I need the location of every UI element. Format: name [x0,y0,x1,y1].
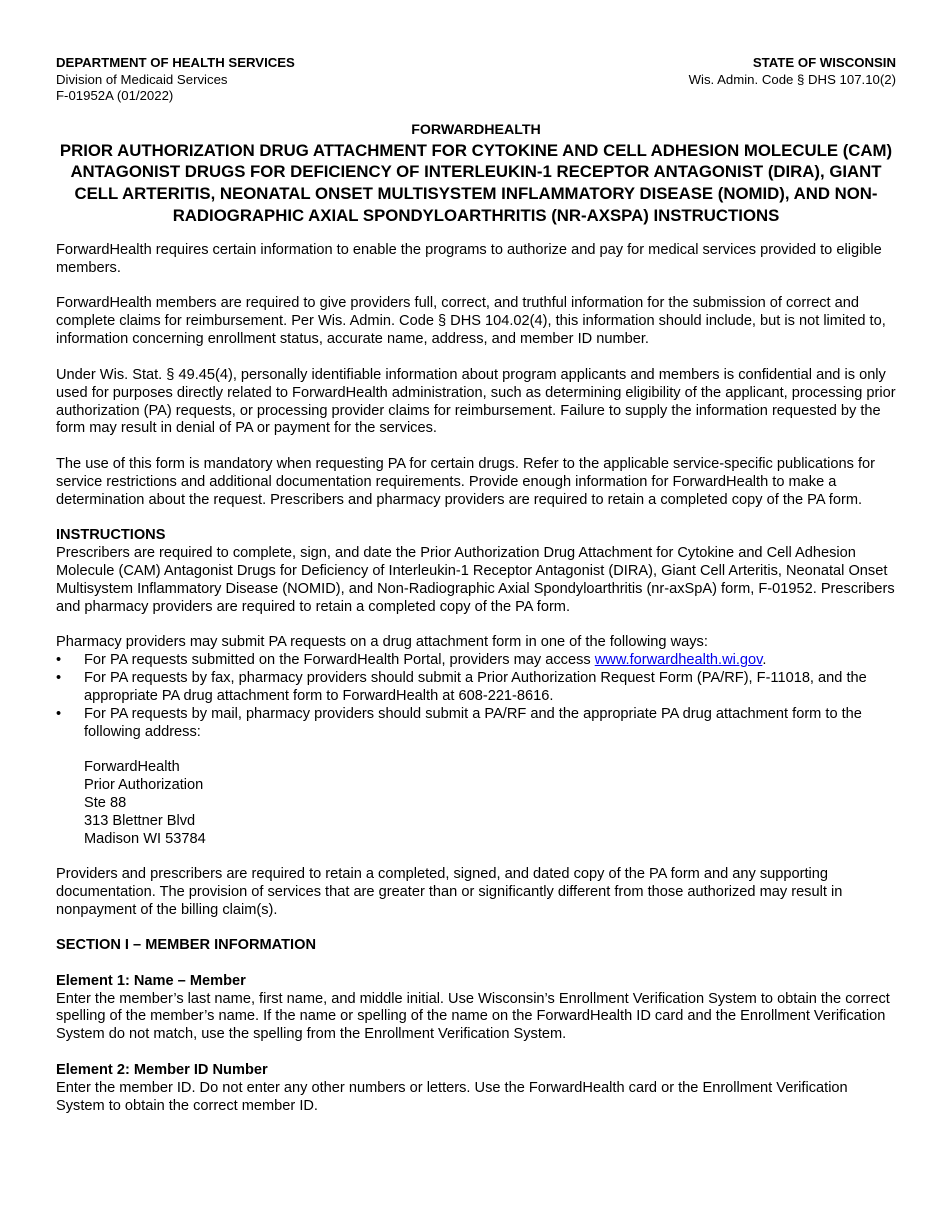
address-line: Ste 88 [84,794,127,811]
admin-code: Wis. Admin. Code § DHS 107.10(2) [688,71,896,87]
instructions-heading: INSTRUCTIONS [56,527,166,544]
intro-paragraph-4: The use of this form is mandatory when requesting PA for certain drugs. Refer to the applicable service-specific publications for service restrictions and additional documentation requirements. Provide enough information for ForwardHealth to make a determination about the request. Prescribers and pharmacy providers are required to retain a completed copy of the PA form. [56,455,876,508]
intro-paragraph-2: ForwardHealth members are required to give providers full, correct, and truthful information for the submission of correct and complete claims for reimbursement. Per Wis. Admin. Code § DHS 104.02(4), this information should include, but is not limited to, information concerning enrollment status, accurate name, address, and member ID number. [56,295,886,348]
header-right [689,55,896,88]
element-1 [56,973,896,1045]
forwardhealth-portal-link[interactable]: www.forwardhealth.wi.gov [594,651,763,668]
element-2-body: Enter the member ID. Do not enter any other numbers or letters. Use the ForwardHealth card or the Enrollment Verification System to obtain the correct member ID. [56,1079,848,1114]
document-page [56,55,896,1116]
document-header [56,55,896,105]
header-left [56,55,295,105]
submission-methods [56,634,896,848]
intro-paragraph-3: Under Wis. Stat. § 49.45(4), personally identifiable information about program applicants and members is confidential and is only used for purposes directly related to ForwardHealth administration, such as determining eligibility of the applicant, processing prior authorization (PA) requests, or processing provider claims for reimbursement. Failure to supply the information requested by the form may result in denial of PA or payment for the services. [56,366,896,437]
address-line: ForwardHealth [84,759,180,775]
mailing-address [56,759,896,849]
state-name: STATE OF WISCONSIN [752,55,896,70]
submission-list [56,652,896,742]
intro-paragraph-1: ForwardHealth requires certain information to enable the programs to authorize and pay for medical services provided to eligible members. [56,242,882,277]
section-1-heading: SECTION I – MEMBER INFORMATION [56,937,316,954]
department-name: DEPARTMENT OF HEALTH SERVICES [56,55,295,70]
address-line: 313 Blettner Blvd [84,812,196,829]
document-title: PRIOR AUTHORIZATION DRUG ATTACHMENT FOR CYTOKINE AND CELL ADHESION MOLECULE (CAM) ANTAGONIST DRUGS FOR DEFICIENCY OF INTERLEUKIN-1 RECEPTOR ANTAGONIST (DIRA), GIANT CELL ARTERITIS, NEONATAL ONSET MULTISYSTEM INFLAMMATORY DISEASE (NOMID), AND NON-RADIOGRAPHIC AXIAL SPONDYLOARTHRITIS (NR-AXSPA) INSTRUCTIONS [59,140,893,225]
instructions-section [56,527,896,617]
list-item-portal [56,652,896,670]
submission-intro: Pharmacy providers may submit PA requests on a drug attachment form in one of the following ways: [56,634,708,651]
list-item-mail: • For PA requests by mail, pharmacy providers should submit a PA/RF and the appropriate PA drug attachment form to the following address: [56,706,896,742]
address-line: Madison WI 53784 [84,830,206,847]
address-line: Prior Authorization [84,776,204,793]
element-2-title: Element 2: Member ID Number [56,1061,268,1078]
brand-heading: FORWARDHEALTH [411,121,541,138]
element-2 [56,1062,896,1116]
portal-text: For PA requests submitted on the ForwardHealth Portal, providers may access [84,651,595,668]
element-1-title: Element 1: Name – Member [56,972,246,989]
element-1-body: Enter the member’s last name, first name, and middle initial. Use Wisconsin’s Enrollment Verification System to obtain the correct spelling of the member’s name. If the name or spelling of the name on the ForwardHealth ID card and the Enrollment Verification System do not match, use the spelling from the Enrollment Verification System. [56,990,890,1043]
portal-text-end: . [762,651,767,668]
division-name: Division of Medicaid Services [56,71,228,87]
list-item-fax: • For PA requests by fax, pharmacy providers should submit a Prior Authorization Request Form (PA/RF), F-11018, and the appropriate PA drug attachment form to ForwardHealth at 608-221-8616. [56,670,896,706]
form-id: F-01952A (01/2022) [56,88,174,104]
instructions-body: Prescribers are required to complete, sign, and date the Prior Authorization Drug Attachment for Cytokine and Cell Adhesion Molecule (CAM) Antagonist Drugs for Deficiency of Interleukin-1 Receptor Antagonist (DIRA), Giant Cell Arteritis, Neonatal Onset Multisystem Inflammatory Disease (NOMID), and Non-Radiographic Axial Spondyloarthritis (nr-axSpA) form, F-01952. Prescribers and pharmacy providers are required to retain a completed copy of the PA form. [56,544,895,615]
retain-paragraph: Providers and prescribers are required to retain a completed, signed, and dated copy of the PA form and any supporting documentation. The provision of services that are greater than or significantly different from those authorized may result in nonpayment of the billing claim(s). [56,866,843,918]
